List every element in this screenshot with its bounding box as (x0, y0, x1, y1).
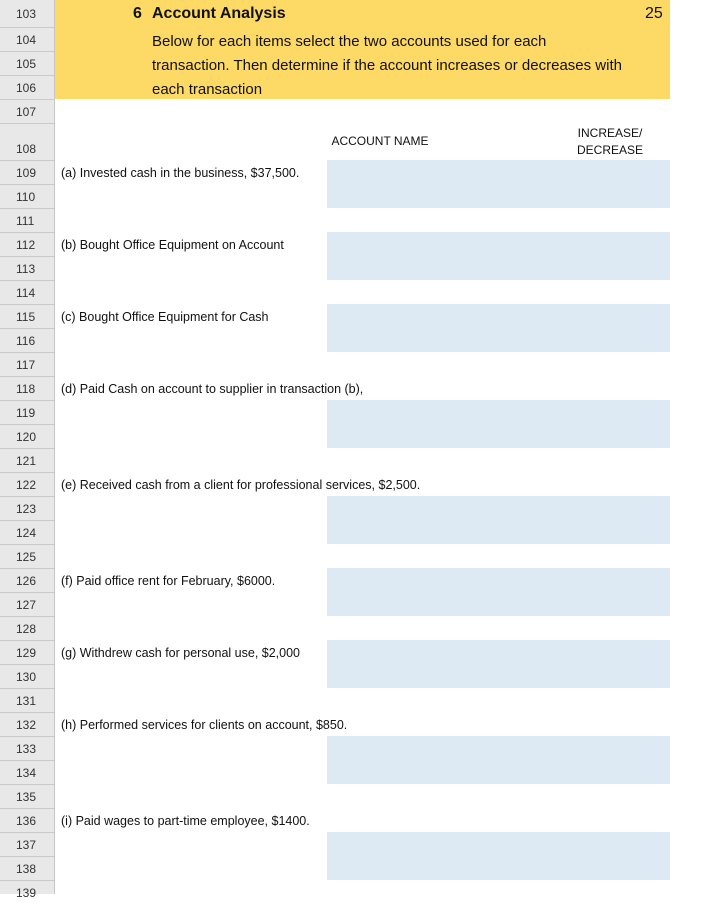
column-header-line: INCREASE/ (577, 126, 643, 140)
transaction-label: (b) Bought Office Equipment on Account (61, 238, 284, 252)
transaction-label: (c) Bought Office Equipment for Cash (61, 310, 269, 324)
question-number: 6 (133, 5, 142, 22)
transaction-label: (e) Received cash from a client for professional services, $2,500. (61, 478, 421, 492)
row-number[interactable]: 129 (0, 641, 54, 665)
row-number[interactable]: 106 (0, 76, 54, 100)
row-number[interactable]: 132 (0, 713, 54, 737)
row-number[interactable]: 128 (0, 617, 54, 641)
answer-cell-b[interactable] (327, 232, 670, 280)
column-header-account-name: ACCOUNT NAME (331, 134, 429, 148)
row-number[interactable]: 112 (0, 233, 54, 257)
row-number[interactable]: 120 (0, 425, 54, 449)
row-number[interactable]: 139 (16, 886, 37, 900)
row-number[interactable]: 131 (0, 689, 54, 713)
question-title: Account Analysis (152, 5, 286, 22)
row-number[interactable]: 137 (0, 833, 54, 857)
row-number[interactable]: 109 (0, 161, 54, 185)
transaction-label: (d) Paid Cash on account to supplier in transaction (b), (61, 382, 364, 396)
transaction-label: (h) Performed services for clients on account, $850. (61, 718, 348, 732)
row-number[interactable]: 117 (0, 353, 54, 377)
row-number[interactable]: 124 (0, 521, 54, 545)
row-number[interactable]: 110 (0, 185, 54, 209)
row-number[interactable]: 121 (0, 449, 54, 473)
row-number[interactable]: 130 (0, 665, 54, 689)
answer-cell-d[interactable] (327, 400, 670, 448)
row-number[interactable]: 123 (0, 497, 54, 521)
row-number[interactable]: 116 (0, 329, 54, 353)
row-number[interactable]: 136 (0, 809, 54, 833)
row-number[interactable]: 138 (0, 857, 54, 881)
transaction-label: (f) Paid office rent for February, $6000. (61, 574, 276, 588)
answer-cell-c[interactable] (327, 304, 670, 352)
row-number[interactable]: 125 (0, 545, 54, 569)
answer-cell-e[interactable] (327, 496, 670, 544)
row-number[interactable]: 135 (0, 785, 54, 809)
answer-cell-h[interactable] (327, 736, 670, 784)
transaction-label: (a) Invested cash in the business, $37,500. (61, 166, 300, 180)
row-number[interactable]: 134 (0, 761, 54, 785)
row-number[interactable]: 127 (0, 593, 54, 617)
question-instructions: Below for each items select the two accounts used for each transaction. Then determine if the account increases or decreases with each transaction (152, 33, 622, 98)
row-number[interactable]: 108 (0, 124, 54, 161)
answer-cell-g[interactable] (327, 640, 670, 688)
answer-cell-f[interactable] (327, 568, 670, 616)
row-header-column (0, 0, 55, 900)
row-number[interactable]: 118 (0, 377, 54, 401)
answer-cell-i[interactable] (327, 832, 670, 880)
answer-cell-a[interactable] (327, 160, 670, 208)
row-number[interactable]: 107 (0, 100, 54, 124)
row-number[interactable]: 103 (0, 0, 54, 28)
row-number[interactable]: 111 (0, 209, 54, 233)
transaction-label: (g) Withdrew cash for personal use, $2,000 (61, 646, 301, 660)
row-number[interactable]: 113 (0, 257, 54, 281)
column-header-increase-decrease (570, 125, 650, 159)
row-number[interactable]: 119 (0, 401, 54, 425)
row-number[interactable]: 126 (0, 569, 54, 593)
row-number[interactable]: 133 (0, 737, 54, 761)
question-points: 25 (645, 5, 663, 22)
row-number[interactable]: 114 (0, 281, 54, 305)
row-number[interactable]: 104 (0, 28, 54, 52)
transaction-label: (i) Paid wages to part-time employee, $1400. (61, 814, 310, 828)
row-number[interactable]: 122 (0, 473, 54, 497)
row-number[interactable]: 105 (0, 52, 54, 76)
row-number[interactable]: 115 (0, 305, 54, 329)
column-header-line: DECREASE (576, 143, 644, 157)
